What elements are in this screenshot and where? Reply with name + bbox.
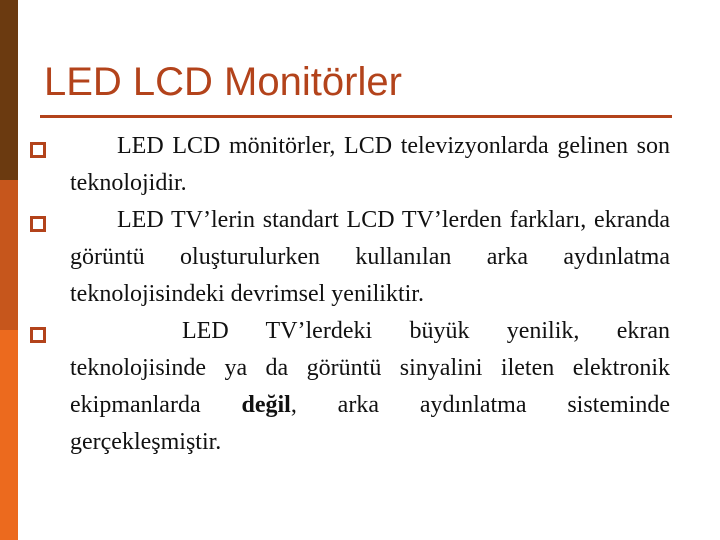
slide-title: LED LCD Monitörler [44,60,402,104]
square-bullet-icon [30,216,46,232]
title-divider [40,115,672,118]
bullet-item-2 [40,202,670,313]
bullet-text-3-after: , arka aydınlatma sisteminde gerçekleşmiştir. [70,392,670,455]
square-bullet-icon [30,327,46,343]
sidebar-accent-top [0,0,18,180]
bullet-text-3-before: LED TV’lerdeki büyük yenilik, ekran teknolojisinde ya da görüntü sinyalini ileten elektronik ekipmanlarda [70,318,670,418]
bullet-list [40,128,670,461]
bullet-text-3-bold: değil [241,392,291,418]
bullet-item-1 [40,128,670,202]
bullet-item-3 [40,313,670,461]
sidebar-accent-middle [0,180,18,330]
bullet-text-2: LED TV’lerin standart LCD TV’lerden farkları, ekranda görüntü oluşturulurken kullanılan arka aydınlatma teknolojisindeki devrimsel yeniliktir. [70,207,670,307]
square-bullet-icon [30,142,46,158]
bullet-text-1: LED LCD mönitörler, LCD televizyonlarda gelinen son teknolojidir. [70,133,670,196]
sidebar-accent-bottom [0,330,18,540]
